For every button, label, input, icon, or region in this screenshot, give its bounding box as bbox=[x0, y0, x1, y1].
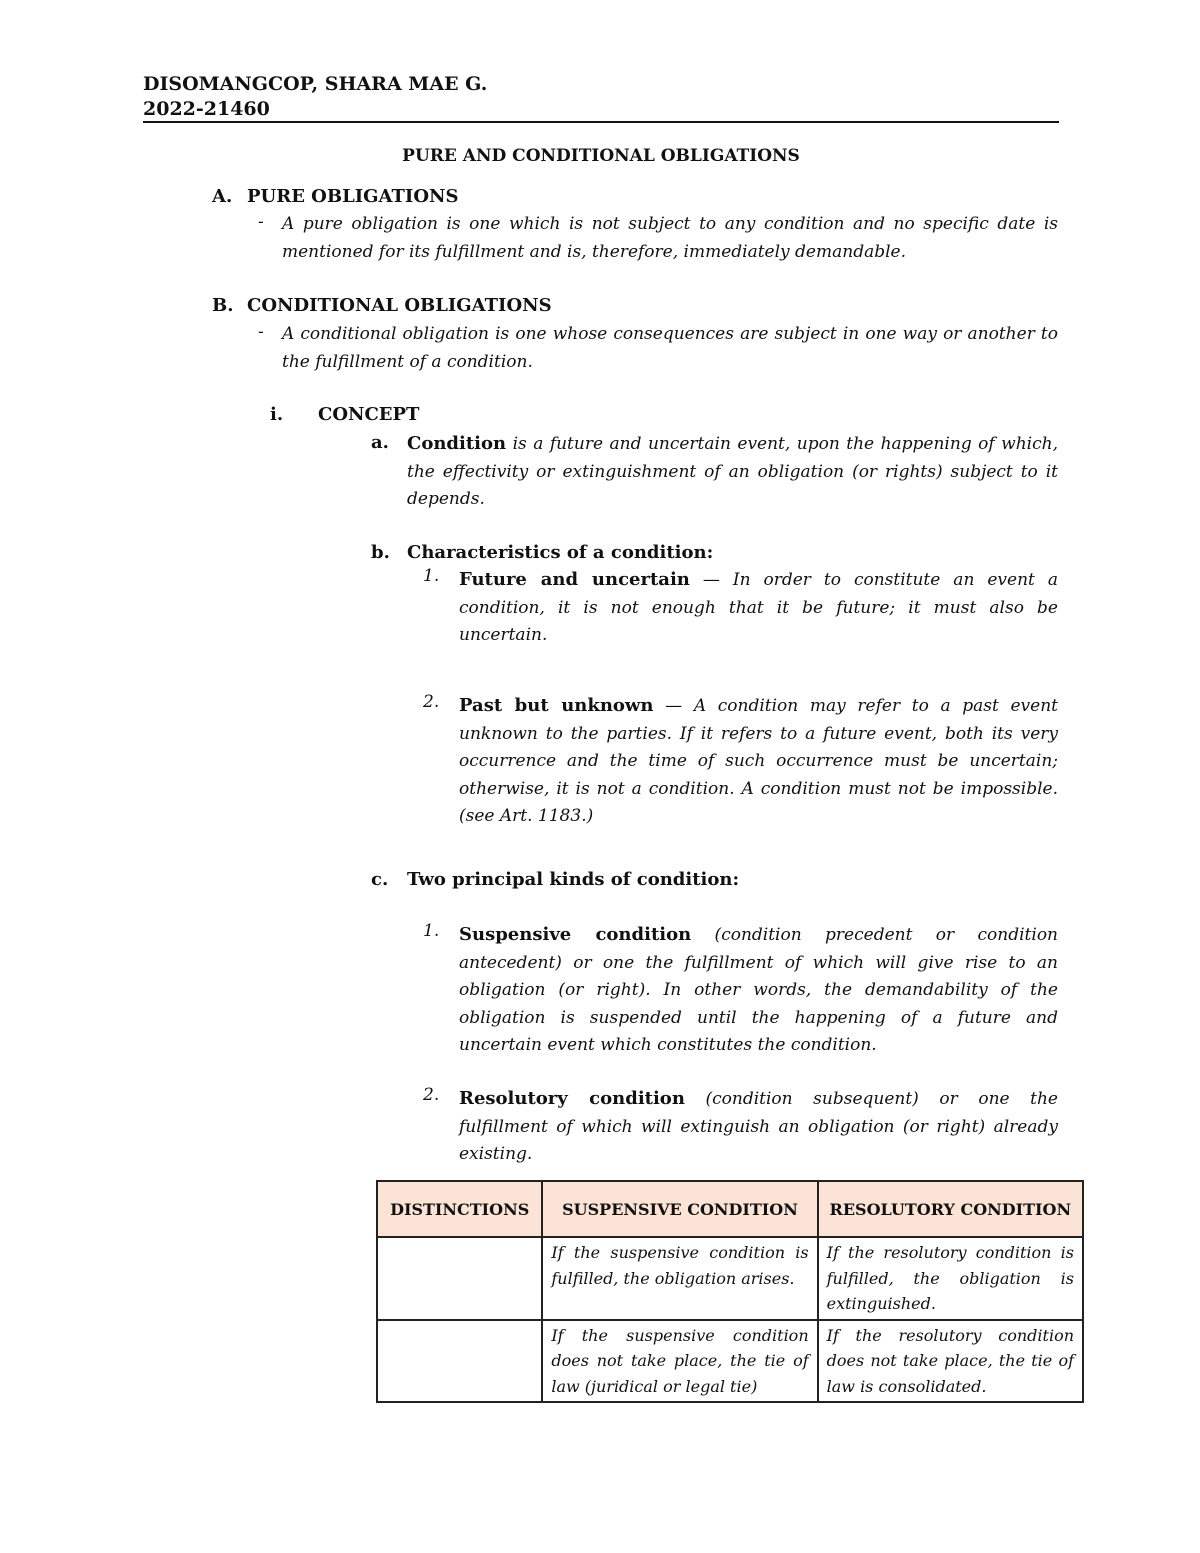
characteristic-1-term: Future and uncertain bbox=[459, 569, 690, 590]
kind-2-term: Resolutory condition bbox=[459, 1088, 685, 1109]
kind-2-text: (condition subsequent) or one the fulfillment of which will extinguish an obligation (or right) already existing. bbox=[459, 1089, 1058, 1164]
section-b-bullet: - bbox=[258, 322, 264, 342]
section-a-text: A pure obligation is one which is not subject to any condition and no specific date is mentioned for its fulfillment and is, therefore, immediately demandable. bbox=[282, 214, 1058, 262]
concept-a-paragraph bbox=[407, 430, 1058, 514]
section-b-text: A conditional obligation is one whose consequences are subject in one way or another to the fulfillment of a condition. bbox=[282, 324, 1058, 372]
header-divider bbox=[143, 121, 1059, 123]
concept-heading: CONCEPT bbox=[318, 404, 420, 425]
concept-a-text: is a future and uncertain event, upon the happening of which, the effectivity or extinguishment of an obligation (or rights) subject to it depends. bbox=[407, 434, 1058, 509]
characteristic-2-term: Past but unknown bbox=[459, 695, 654, 716]
characteristic-2 bbox=[459, 692, 1058, 831]
table-row bbox=[377, 1320, 1083, 1403]
kind-1-num: 1. bbox=[423, 921, 440, 941]
section-a-bullet: - bbox=[258, 212, 264, 232]
concept-b-heading: Characteristics of a condition: bbox=[407, 542, 714, 563]
concept-a-term: Condition bbox=[407, 433, 507, 454]
row-2-distinction bbox=[377, 1320, 542, 1403]
kind-1-term: Suspensive condition bbox=[459, 924, 692, 945]
section-a-letter: A. bbox=[212, 186, 233, 207]
concept-numeral: i. bbox=[270, 404, 284, 425]
distinctions-table bbox=[376, 1180, 1084, 1403]
student-id: 2022-21460 bbox=[143, 98, 270, 120]
row-2-resolutory: If the resolutory condition does not take place, the tie of law is consolidated. bbox=[818, 1320, 1083, 1403]
document-title: PURE AND CONDITIONAL OBLIGATIONS bbox=[402, 146, 800, 166]
section-b-letter: B. bbox=[212, 295, 234, 316]
row-1-resolutory: If the resolutory condition is fulfilled, the obligation is extinguished. bbox=[818, 1237, 1083, 1320]
section-b-heading: CONDITIONAL OBLIGATIONS bbox=[247, 295, 552, 316]
concept-c-letter: c. bbox=[371, 869, 389, 890]
section-a-heading: PURE OBLIGATIONS bbox=[247, 186, 459, 207]
header-distinctions-text: DISTINCTIONS bbox=[390, 1199, 530, 1219]
characteristic-1 bbox=[459, 566, 1058, 650]
header-distinctions bbox=[377, 1181, 542, 1237]
kind-1-text: (condition precedent or condition antecedent) or one the fulfillment of which will give rise to an obligation (or right). In other words, the demandability of the obligation is suspended until the happening of a future and uncertain event which constitutes the condition. bbox=[459, 925, 1058, 1055]
characteristic-2-text: — A condition may refer to a past event unknown to the parties. If it refers to a future event, both its very occurrence and the time of such occurrence must be uncertain; otherwise, it is not a condition. A condition must not be impossible. (see Art. 1183.) bbox=[459, 696, 1058, 826]
characteristic-2-num: 2. bbox=[423, 692, 440, 712]
table-row bbox=[377, 1237, 1083, 1320]
header-suspensive: SUSPENSIVE CONDITION bbox=[542, 1181, 817, 1237]
kind-2-num: 2. bbox=[423, 1085, 440, 1105]
concept-a-letter: a. bbox=[371, 432, 389, 453]
kind-1 bbox=[459, 921, 1058, 1060]
characteristic-1-num: 1. bbox=[423, 566, 440, 586]
kind-2 bbox=[459, 1085, 1058, 1169]
header-resolutory: RESOLUTORY CONDITION bbox=[818, 1181, 1083, 1237]
concept-b-letter: b. bbox=[371, 542, 390, 563]
concept-c-heading: Two principal kinds of condition: bbox=[407, 869, 740, 890]
characteristic-1-text: — In order to constitute an event a condition, it is not enough that it be future; it must also be uncertain. bbox=[459, 570, 1058, 645]
row-2-suspensive: If the suspensive condition does not take place, the tie of law (juridical or legal tie) bbox=[542, 1320, 817, 1403]
table-header-row bbox=[377, 1181, 1083, 1237]
student-name: DISOMANGCOP, SHARA MAE G. bbox=[143, 73, 488, 95]
row-1-suspensive: If the suspensive condition is fulfilled, the obligation arises. bbox=[542, 1237, 817, 1320]
row-1-distinction bbox=[377, 1237, 542, 1320]
